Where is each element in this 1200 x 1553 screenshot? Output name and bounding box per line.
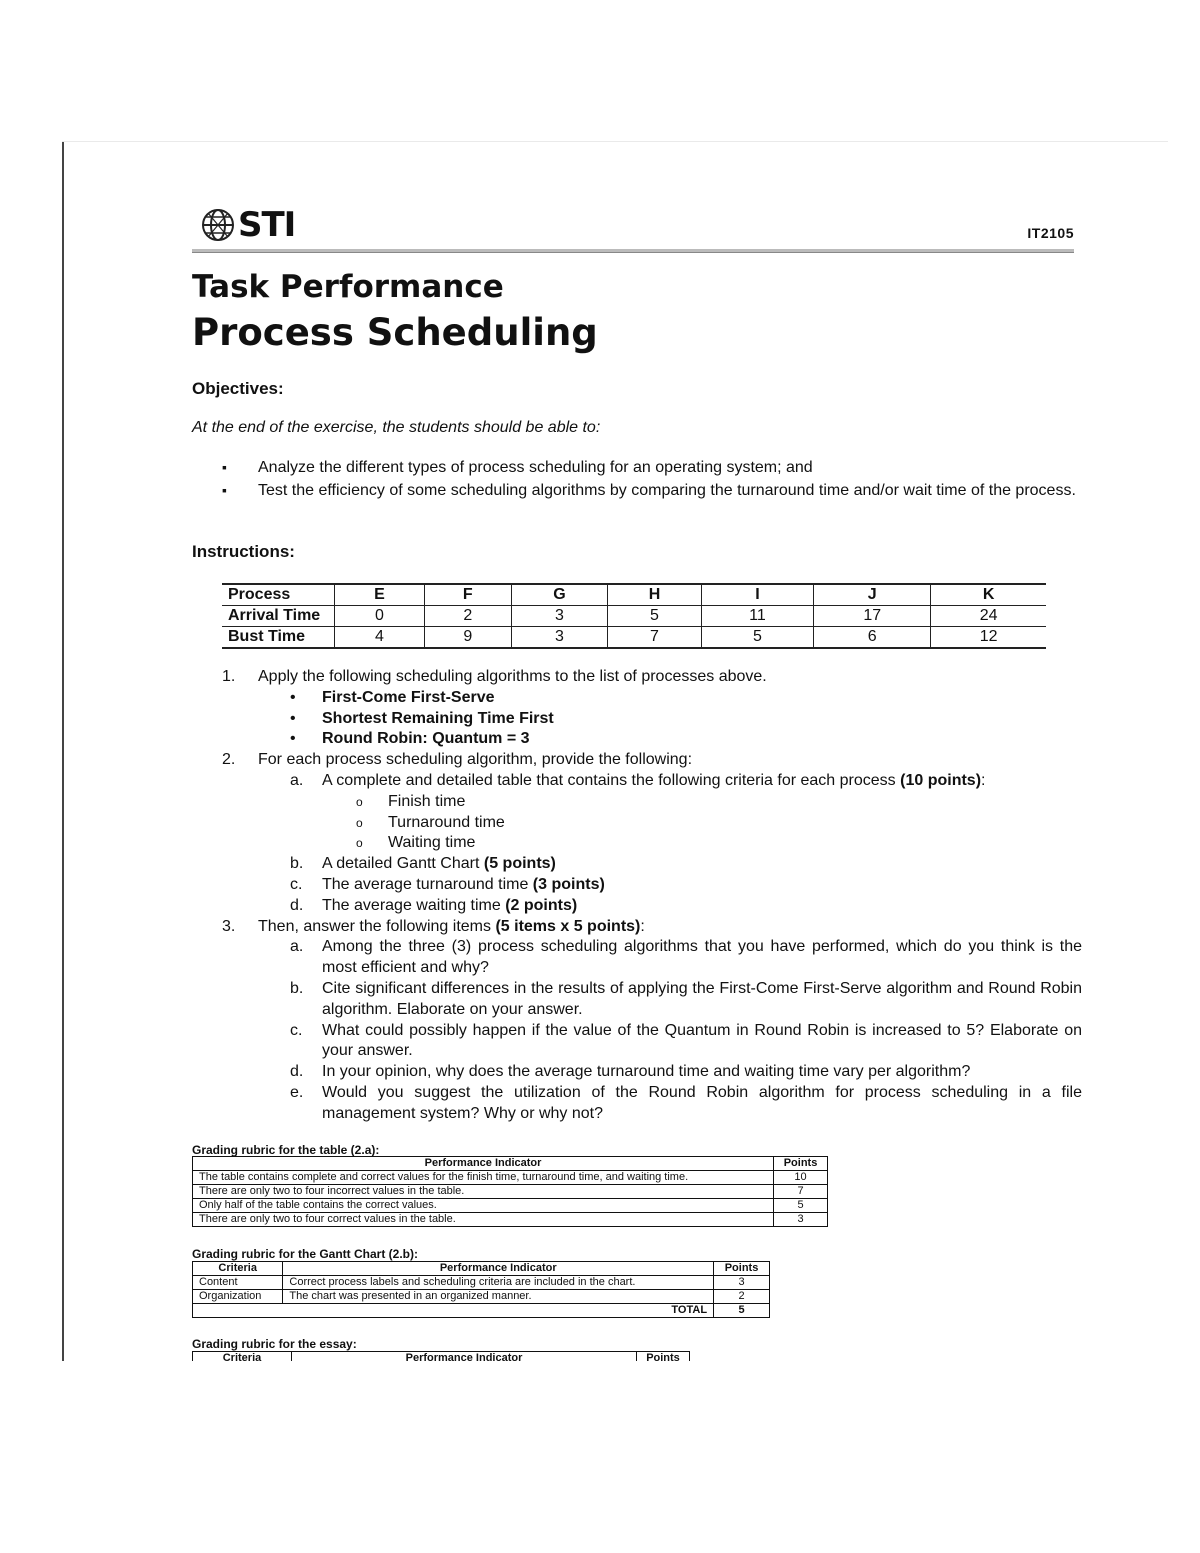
item-tail: :: [981, 771, 986, 789]
table-cell: I: [701, 584, 814, 606]
criteria-item: [222, 792, 1082, 813]
table-header-row: [193, 1157, 828, 1171]
circle-mark: o: [356, 836, 363, 851]
criteria-item: [222, 813, 1082, 834]
table-cell: 3: [511, 606, 608, 627]
item-letter: b.: [290, 855, 304, 873]
table-cell: 17: [814, 606, 931, 627]
logo-text: STI: [238, 205, 296, 245]
item-text: The average turnaround time: [322, 875, 533, 893]
objectives-list: [222, 457, 1082, 503]
circle-mark: o: [356, 794, 363, 809]
table-header-row: [193, 1352, 690, 1362]
item-letter: d.: [290, 896, 304, 914]
algorithm-name: Round Robin: Quantum = 3: [322, 730, 530, 748]
table-cell: J: [814, 584, 931, 606]
question-text: Would you suggest the utilization of the Round Robin algorithm for process scheduling in a file management system? Why or why not?: [322, 1083, 1082, 1122]
sti-logo: [200, 205, 295, 245]
table-row: [222, 627, 1046, 649]
item-letter: c.: [290, 875, 303, 893]
sub-item-b: [222, 854, 1082, 875]
document-page: [62, 141, 1168, 1361]
table-cell: The table contains complete and correct values for the finish time, turnaround time, and waiting time.: [193, 1171, 774, 1185]
table-cell: 7: [774, 1185, 828, 1199]
page-top-edge: [62, 141, 1168, 142]
list-item: [222, 457, 1082, 478]
rubric-gantt-table: [192, 1261, 770, 1318]
question-text: In your opinion, why does the average turnaround time and waiting time vary per algorithm?: [322, 1063, 971, 1081]
item-letter: b.: [290, 979, 304, 997]
step-tail: :: [640, 917, 645, 935]
table-cell: The chart was presented in an organized manner.: [283, 1290, 714, 1304]
points-label: (10 points): [900, 771, 982, 789]
table-row: [193, 1199, 828, 1213]
question-text: Among the three (3) process scheduling algorithms that you have performed, which do you think is the most efficient and why?: [322, 938, 1082, 977]
bullet-mark: •: [290, 730, 296, 748]
instruction-steps: [222, 667, 1082, 1125]
criteria-item: [222, 833, 1082, 854]
row-header: Bust Time: [222, 627, 335, 649]
question-text: What could possibly happen if the value of the Quantum in Round Robin is increased to 5? Elaborate on your answer.: [322, 1021, 1082, 1060]
question-item: [222, 979, 1082, 1021]
row-header: Arrival Time: [222, 606, 335, 627]
question-item: [222, 937, 1082, 979]
algorithm-item: [222, 709, 1082, 730]
item-text: The average waiting time: [322, 896, 506, 914]
sub-item-c: [222, 875, 1082, 896]
total-value: 5: [714, 1304, 770, 1318]
step-3: [222, 917, 1082, 938]
table-cell: 7: [608, 627, 701, 649]
bullet-mark: •: [290, 709, 296, 727]
table-cell: 9: [424, 627, 511, 649]
step-text: Apply the following scheduling algorithms to the list of processes above.: [258, 668, 767, 685]
sub-item-d: [222, 896, 1082, 917]
rubric-essay-title: Grading rubric for the essay:: [192, 1337, 357, 1351]
sub-item-a: [222, 771, 1082, 792]
table-row: [222, 584, 1046, 606]
table-cell: Only half of the table contains the correct values.: [193, 1199, 774, 1213]
criteria-text: Finish time: [388, 792, 466, 810]
table-cell: 5: [608, 606, 701, 627]
table-cell: 5: [701, 627, 814, 649]
algorithm-item: [222, 729, 1082, 750]
column-header: Points: [774, 1157, 828, 1171]
rubric-gantt-title: Grading rubric for the Gantt Chart (2.b):: [192, 1247, 419, 1261]
item-letter: a.: [290, 938, 304, 956]
algorithm-item: [222, 688, 1082, 709]
table-cell: 24: [931, 606, 1046, 627]
list-item: [222, 480, 1082, 501]
table-cell: F: [424, 584, 511, 606]
step-number: 2.: [222, 751, 236, 769]
points-label: (5 items x 5 points): [495, 917, 641, 935]
table-cell: Correct process labels and scheduling criteria are included in the chart.: [283, 1276, 714, 1290]
total-label: TOTAL: [193, 1304, 714, 1318]
course-code: IT2105: [1027, 225, 1074, 241]
points-label: (2 points): [505, 896, 578, 914]
table-row: [193, 1171, 828, 1185]
table-cell: There are only two to four incorrect values in the table.: [193, 1185, 774, 1199]
criteria-text: Turnaround time: [388, 813, 505, 831]
step-2: [222, 750, 1082, 771]
item-text: A detailed Gantt Chart: [322, 855, 484, 873]
item-letter: e.: [290, 1083, 304, 1101]
table-cell: There are only two to four correct values in the table.: [193, 1213, 774, 1227]
table-row: [222, 606, 1046, 627]
globe-icon: [200, 207, 236, 243]
step-1: [222, 667, 1082, 688]
page-title: Process Scheduling: [192, 311, 598, 354]
item-text: A complete and detailed table that contains the following criteria for each process: [322, 771, 901, 789]
column-header: Criteria: [193, 1352, 292, 1362]
table-cell: Organization: [193, 1290, 283, 1304]
step-text: Then, answer the following items: [258, 917, 496, 935]
criteria-text: Waiting time: [388, 834, 476, 852]
item-letter: d.: [290, 1063, 304, 1081]
question-item: [222, 1062, 1082, 1083]
table-cell: 2: [424, 606, 511, 627]
question-item: [222, 1021, 1082, 1063]
rubric-table: [192, 1156, 828, 1227]
points-label: (5 points): [483, 855, 556, 873]
algorithm-name: Shortest Remaining Time First: [322, 709, 554, 727]
column-header: Performance Indicator: [193, 1157, 774, 1171]
objectives-intro: At the end of the exercise, the students should be able to:: [192, 419, 601, 436]
points-label: (3 points): [532, 875, 605, 893]
table-cell: 6: [814, 627, 931, 649]
table-header-row: [193, 1262, 770, 1276]
process-table: [222, 583, 1046, 649]
table-cell: 12: [931, 627, 1046, 649]
table-row: [193, 1213, 828, 1227]
table-cell: 3: [714, 1276, 770, 1290]
table-total-row: [193, 1304, 770, 1318]
bullet-mark: •: [290, 688, 296, 706]
algorithm-name: First-Come First-Serve: [322, 688, 495, 706]
table-cell: K: [931, 584, 1046, 606]
table-cell: Content: [193, 1276, 283, 1290]
step-number: 1.: [222, 668, 236, 685]
table-cell: 3: [774, 1213, 828, 1227]
column-header: Points: [637, 1352, 690, 1362]
table-cell: E: [335, 584, 425, 606]
table-row: [193, 1290, 770, 1304]
item-letter: a.: [290, 771, 304, 789]
bullet-mark: ▪: [222, 459, 227, 475]
question-text: Cite significant differences in the results of applying the First-Come First-Serve algorithm and Round Robin algorithm. Elaborate on your answer.: [322, 979, 1082, 1018]
column-header: Performance Indicator: [283, 1262, 714, 1276]
page-border: [62, 141, 64, 1361]
table-cell: 11: [701, 606, 814, 627]
circle-mark: o: [356, 815, 363, 830]
question-item: [222, 1083, 1082, 1125]
objectives-heading: Objectives:: [192, 379, 284, 398]
objective-text: Test the efficiency of some scheduling algorithms by comparing the turnaround time and/or wait time of the process.: [258, 482, 1076, 499]
header-divider: [192, 249, 1074, 253]
item-letter: c.: [290, 1021, 303, 1039]
table-cell: 10: [774, 1171, 828, 1185]
table-cell: H: [608, 584, 701, 606]
instructions-heading: Instructions:: [192, 542, 295, 561]
table-cell: 2: [714, 1290, 770, 1304]
step-number: 3.: [222, 917, 236, 935]
column-header: Performance Indicator: [292, 1352, 637, 1362]
table-cell: 5: [774, 1199, 828, 1213]
column-header: Points: [714, 1262, 770, 1276]
table-cell: 0: [335, 606, 425, 627]
table-row: [193, 1276, 770, 1290]
row-header: Process: [222, 584, 335, 606]
objective-text: Analyze the different types of process scheduling for an operating system; and: [258, 459, 813, 476]
step-text: For each process scheduling algorithm, provide the following:: [258, 751, 693, 769]
task-title: Task Performance: [192, 269, 504, 305]
table-cell: 3: [511, 627, 608, 649]
table-cell: G: [511, 584, 608, 606]
table-cell: 4: [335, 627, 425, 649]
bullet-mark: ▪: [222, 482, 227, 498]
rubric-table-title: Grading rubric for the table (2.a):: [192, 1143, 380, 1157]
rubric-essay-table: [192, 1351, 690, 1361]
column-header: Criteria: [193, 1262, 283, 1276]
table-row: [193, 1185, 828, 1199]
